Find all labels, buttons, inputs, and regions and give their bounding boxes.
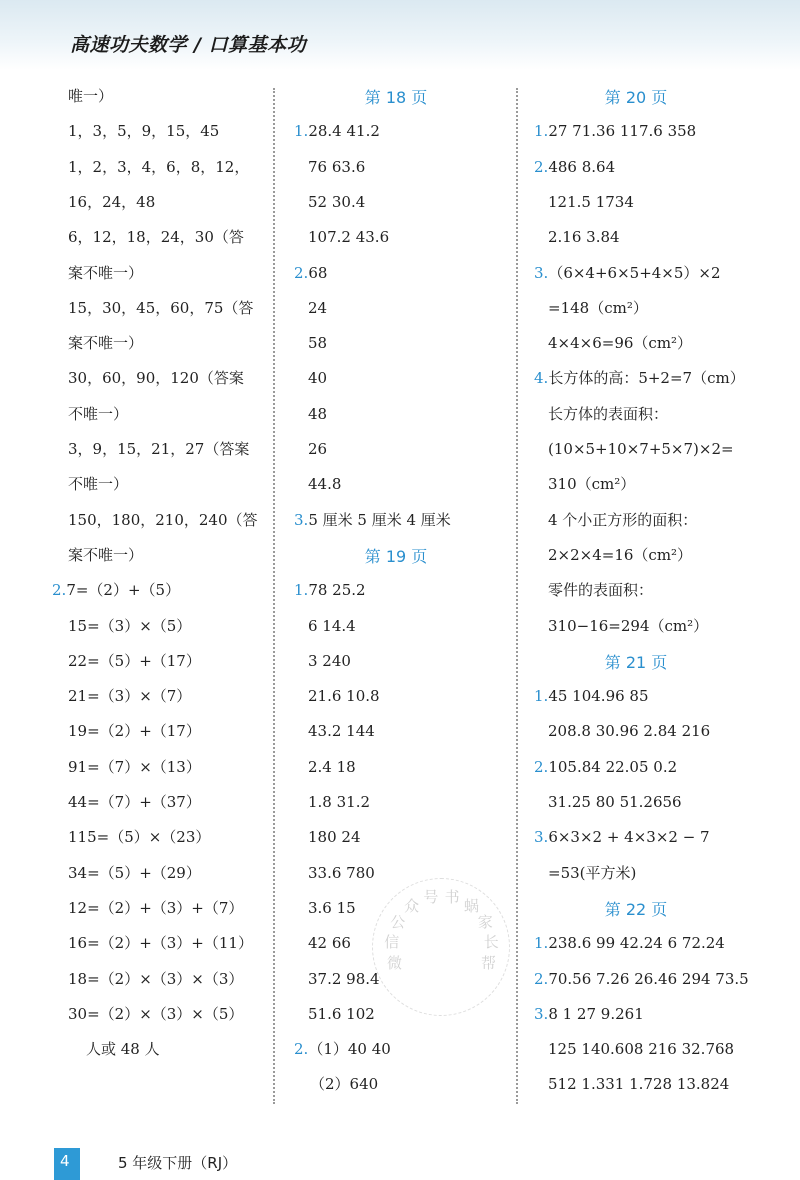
- answer-line: [86, 1039, 160, 1059]
- item-number: 3.: [534, 1004, 549, 1023]
- answer-text: 208.8 30.96 2.84 216: [548, 722, 711, 741]
- answer-text: 3 240: [308, 651, 351, 670]
- answer-text: 26: [308, 440, 328, 458]
- answer-text: 30，60，90，120（答案: [68, 369, 244, 388]
- item-number: 3.: [534, 828, 549, 847]
- answer-line: [68, 827, 210, 847]
- answer-line: [548, 580, 653, 600]
- answer-text: 107.2 43.6: [308, 228, 390, 247]
- answer-line: [68, 969, 243, 989]
- watermark-char: 蜗: [463, 896, 479, 915]
- answer-line: [548, 721, 710, 741]
- answer-line: [294, 510, 451, 530]
- answer-line: [548, 439, 734, 459]
- answer-text: 19=（2）+（17）: [68, 722, 201, 741]
- answer-text: 238.6 99 42.24 6 72.24: [548, 934, 725, 953]
- item-number: 4.: [534, 369, 549, 388]
- item-number: 1.: [534, 122, 549, 141]
- answer-text: 37.2 98.4: [308, 969, 380, 988]
- answer-line: [308, 651, 351, 671]
- answer-line: [68, 263, 143, 283]
- item-number: 3.: [294, 510, 309, 529]
- answer-line: [68, 86, 113, 106]
- answer-text: 31.25 80 51.2656: [548, 793, 682, 811]
- answer-line: [548, 298, 648, 318]
- section-heading: 第 20 页: [604, 88, 668, 107]
- answer-text: （1）40 40: [308, 1040, 391, 1059]
- answer-line: [68, 439, 249, 459]
- answer-text: 40: [308, 369, 328, 388]
- item-number: 2.: [52, 581, 67, 600]
- item-number: 2.: [294, 263, 309, 282]
- answer-text: 4 个小正方形的面积：: [548, 510, 698, 529]
- watermark-char: 号: [423, 888, 439, 907]
- answer-text: 3.6 15: [308, 898, 356, 917]
- answer-text: 21.6 10.8: [308, 687, 380, 706]
- book-title: 高速功夫数学 / 口算基本功: [70, 34, 307, 56]
- answer-text: 6×3×2 + 4×3×2 − 7: [548, 828, 710, 847]
- answer-line: [68, 474, 128, 494]
- answer-text: 76 63.6: [308, 157, 366, 176]
- answer-text: 34=（5）+（29）: [68, 863, 201, 882]
- answer-text: 310−16=294（cm²）: [548, 616, 709, 635]
- answer-line: [548, 404, 668, 424]
- item-number: 1.: [294, 122, 309, 141]
- answer-text: 2.4 18: [308, 757, 356, 776]
- answer-text: 15=（3）×（5）: [68, 616, 192, 635]
- answer-text: 44=（7）+（37）: [68, 793, 201, 811]
- answer-text: 150，180，210，240（答: [68, 510, 258, 529]
- answer-text: 30=（2）×（3）×（5）: [68, 1004, 244, 1023]
- answer-text: 16=（2）+（3）+（11）: [68, 934, 253, 953]
- answer-line: [68, 368, 244, 388]
- answer-text: 52 30.4: [308, 192, 366, 211]
- answer-text: 长方体的表面积：: [548, 404, 669, 423]
- answer-line: [68, 757, 201, 777]
- answer-line: [68, 933, 253, 953]
- answer-text: 18=（2）×（3）×（3）: [68, 969, 244, 988]
- answer-text: 115=（5）×（23）: [68, 828, 211, 847]
- answer-line: [68, 227, 244, 247]
- answer-line: [548, 510, 697, 530]
- watermark-char: 帮: [481, 954, 497, 973]
- answer-text: 2.16 3.84: [548, 228, 620, 247]
- answer-line: [52, 580, 180, 600]
- answer-line: [308, 827, 361, 847]
- answer-line: [294, 1039, 391, 1059]
- answer-text: 105.84 22.05 0.2: [548, 757, 678, 776]
- answer-text: 58: [308, 334, 328, 353]
- answer-line: [294, 263, 327, 283]
- answer-text: 121.5 1734: [548, 192, 634, 211]
- answer-line: [310, 1074, 378, 1094]
- item-number: 1.: [534, 687, 549, 706]
- watermark-char: 众: [404, 896, 420, 915]
- item-number: 1.: [534, 934, 549, 953]
- answer-text: 16，24，48: [68, 192, 156, 211]
- watermark-char: 信: [384, 933, 400, 952]
- answer-line: [68, 686, 191, 706]
- answer-text: 27 71.36 117.6 358: [548, 122, 697, 141]
- answer-line: [534, 1004, 644, 1024]
- answer-line: [548, 1039, 734, 1059]
- answer-text: 512 1.331 1.728 13.824: [548, 1075, 730, 1094]
- answer-line: [308, 298, 327, 318]
- answer-line: [308, 686, 380, 706]
- answer-text: 3，9，15，21，27（答案: [68, 440, 250, 458]
- answer-line: [68, 298, 253, 318]
- answer-line: [308, 898, 356, 918]
- answer-line: [534, 368, 745, 388]
- answer-text: 15，30，45，60，75（答: [68, 298, 254, 317]
- answer-line: [68, 333, 143, 353]
- answer-text: 8 1 27 9.261: [548, 1004, 644, 1023]
- answer-line: [308, 863, 375, 883]
- answer-line: [548, 792, 682, 812]
- answer-text: 不唯一）: [68, 475, 129, 494]
- answer-line: [68, 616, 191, 636]
- answer-text: 78 25.2: [308, 581, 366, 600]
- answer-line: [534, 827, 710, 847]
- answer-text: （2）640: [310, 1075, 379, 1094]
- answer-text: 22=（5）+（17）: [68, 651, 201, 670]
- answer-line: [534, 263, 721, 283]
- watermark-char: 微: [387, 954, 403, 973]
- answer-line: [308, 969, 380, 989]
- answer-line: [308, 721, 375, 741]
- answer-line: [548, 333, 692, 353]
- answer-line: [68, 721, 201, 741]
- answer-line: [68, 510, 258, 530]
- answer-line: [308, 757, 356, 777]
- answer-line: [68, 192, 155, 212]
- answer-line: [308, 616, 356, 636]
- answer-text: 2×2×4=16（cm²）: [548, 545, 693, 564]
- answer-text: 长方体的高：5+2=7（cm）: [548, 369, 745, 388]
- answer-line: [68, 545, 143, 565]
- answer-line: [308, 792, 370, 812]
- answer-line: [548, 1074, 729, 1094]
- item-number: 2.: [534, 757, 549, 776]
- answer-text: 唯一）: [68, 87, 114, 105]
- column-divider-right: [516, 88, 518, 1104]
- answer-line: [68, 1004, 243, 1024]
- answer-text: 案不唯一）: [68, 334, 144, 353]
- answer-line: [308, 368, 327, 388]
- watermark-seal: [376, 880, 506, 1010]
- answer-line: [534, 121, 696, 141]
- answer-line: [534, 157, 615, 177]
- watermark-char: 长: [483, 933, 499, 952]
- answer-line: [68, 863, 201, 883]
- answer-line: [548, 863, 636, 883]
- answer-text: 6，12，18，24，30（答: [68, 228, 244, 247]
- item-number: 2.: [534, 969, 549, 988]
- answer-text: 180 24: [308, 828, 361, 847]
- answer-text: 案不唯一）: [68, 545, 144, 564]
- section-heading: 第 22 页: [604, 899, 668, 919]
- answer-text: 68: [308, 263, 328, 282]
- answer-line: [308, 933, 351, 953]
- answer-text: 28.4 41.2: [308, 122, 380, 141]
- answer-line: [548, 474, 635, 494]
- answer-line: [548, 616, 708, 636]
- answer-line: [68, 157, 249, 177]
- section-heading: 第 21 页: [604, 652, 668, 672]
- item-number: 1.: [294, 581, 309, 600]
- answer-text: 不唯一）: [68, 404, 129, 423]
- answer-line: [548, 227, 620, 247]
- answer-text: 33.6 780: [308, 863, 375, 882]
- answer-text: 125 140.608 216 32.768: [548, 1040, 735, 1059]
- answer-line: [308, 474, 341, 494]
- answer-text: 51.6 102: [308, 1004, 375, 1023]
- section-heading: 第 19 页: [364, 546, 428, 566]
- answer-text: 1.8 31.2: [308, 793, 371, 811]
- answer-text: 5 厘米 5 厘米 4 厘米: [308, 510, 451, 529]
- answer-text: 零件的表面积：: [548, 581, 654, 600]
- answer-line: [534, 933, 725, 953]
- answer-text: 1，3，5，9，15，45: [68, 122, 220, 141]
- answer-line: [548, 192, 634, 212]
- answer-line: [534, 969, 749, 989]
- section-heading: 第 18 页: [364, 88, 428, 107]
- watermark-char: 书: [444, 888, 460, 907]
- answer-text: =53(平方米): [548, 863, 637, 882]
- answer-line: [308, 439, 327, 459]
- answer-line: [534, 686, 649, 706]
- answer-line: [294, 580, 366, 600]
- answer-line: [548, 545, 692, 565]
- answer-text: 1，2，3，4，6，8，12，: [68, 157, 250, 176]
- answer-line: [68, 651, 201, 671]
- answer-text: 7=（2）+（5）: [66, 581, 181, 600]
- answer-line: [308, 157, 365, 177]
- answer-text: 91=（7）×（13）: [68, 757, 201, 776]
- answer-text: (10×5+10×7+5×7)×2=: [548, 440, 734, 458]
- page-number: 4: [60, 1152, 70, 1170]
- answer-line: [308, 404, 327, 424]
- answer-text: 21=（3）×（7）: [68, 687, 192, 706]
- answer-line: [68, 792, 201, 812]
- answer-line: [294, 121, 380, 141]
- item-number: 2.: [294, 1040, 309, 1059]
- watermark-char: 家: [477, 912, 493, 931]
- answer-line: [308, 192, 365, 212]
- watermark-char: 公: [390, 912, 406, 931]
- answer-line: [308, 333, 327, 353]
- answer-text: 48: [308, 404, 328, 423]
- answer-line: [534, 757, 677, 777]
- answer-text: 24: [308, 298, 328, 317]
- answer-text: 案不唯一）: [68, 263, 144, 282]
- answer-text: 4×4×6=96（cm²）: [548, 334, 693, 353]
- answer-line: [308, 227, 389, 247]
- answer-text: 70.56 7.26 26.46 294 73.5: [548, 969, 749, 988]
- answer-line: [68, 121, 219, 141]
- answer-text: 12=（2）+（3）+（7）: [68, 898, 244, 917]
- answer-text: 人或 48 人: [86, 1040, 160, 1059]
- answer-text: 486 8.64: [548, 157, 616, 176]
- answer-text: =148（cm²）: [548, 298, 648, 317]
- answer-text: 45 104.96 85: [548, 687, 649, 706]
- answer-text: 310（cm²）: [548, 475, 636, 494]
- item-number: 2.: [534, 157, 549, 176]
- answer-line: [68, 404, 128, 424]
- column-divider-left: [273, 88, 275, 1104]
- answer-text: 42 66: [308, 934, 351, 953]
- answer-text: 43.2 144: [308, 722, 375, 741]
- answer-line: [308, 1004, 375, 1024]
- answer-text: 44.8: [308, 475, 342, 494]
- grade-label: 5 年级下册（RJ）: [118, 1154, 238, 1172]
- item-number: 3.: [534, 263, 549, 282]
- answer-line: [68, 898, 243, 918]
- answer-text: （6×4+6×5+4×5）×2: [548, 263, 721, 282]
- answer-text: 6 14.4: [308, 616, 356, 635]
